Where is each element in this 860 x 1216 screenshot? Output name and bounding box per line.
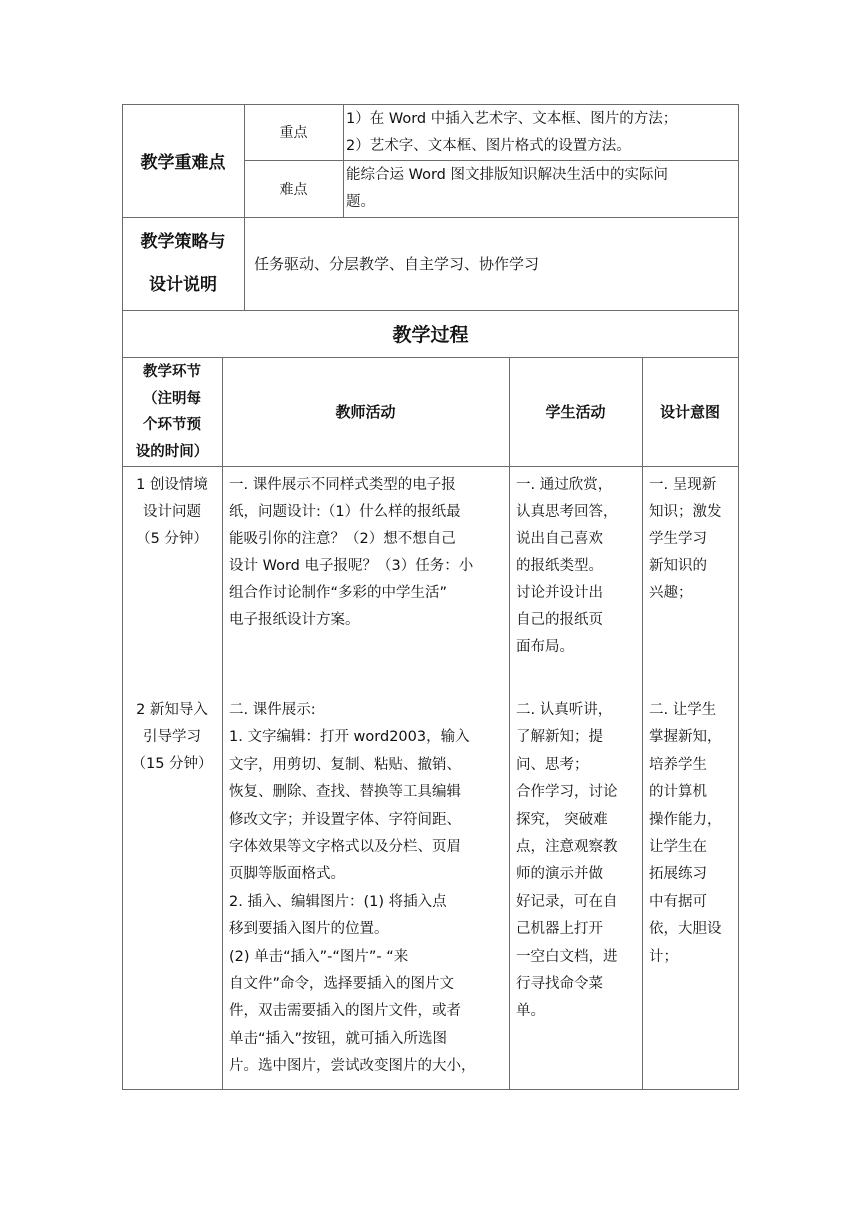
header-stage-line: 个环节预 bbox=[143, 417, 201, 433]
row1-intent-line: 一. 呈现新 bbox=[649, 477, 717, 493]
row2-student-line: 点，注意观察教 bbox=[516, 839, 618, 856]
row2-teacher-line: 二. 课件展示: bbox=[229, 702, 316, 718]
strategy-content: 任务驱动、分层教学、自主学习、协作学习 bbox=[254, 255, 540, 273]
row1-intent-line: 知识；激发 bbox=[649, 504, 722, 520]
row2-teacher bbox=[229, 697, 505, 1081]
row1-teacher-line: 设计 Word 电子报呢？（3）任务：小 bbox=[229, 558, 474, 574]
row2-teacher-line: 片。选中图片，尝试改变图片的大小， bbox=[229, 1058, 476, 1075]
row2-intent-line: 培养学生 bbox=[649, 756, 707, 773]
focus-label: 教学重难点 bbox=[140, 153, 226, 173]
row2-teacher-line: 页脚等版面格式。 bbox=[229, 866, 345, 883]
key-point-label: 重点 bbox=[279, 125, 308, 141]
row2-intent-line: 让学生在 bbox=[649, 839, 707, 856]
row1-teacher bbox=[229, 472, 505, 634]
row1-student-line: 说出自己喜欢 bbox=[516, 531, 603, 547]
row1-intent-line: 兴趣； bbox=[649, 585, 693, 601]
row2-student-line: 好记录，可在自 bbox=[516, 893, 618, 910]
strategy-label bbox=[122, 217, 244, 310]
row1-stage-line: （5 分钟） bbox=[136, 531, 208, 547]
row1-teacher-line: 一. 课件展示不同样式类型的电子报 bbox=[229, 477, 456, 493]
row1-teacher-line: 组合作讨论制作“多彩的中学生活” bbox=[229, 585, 448, 601]
row2-stage-line: 2 新知导入 bbox=[136, 702, 208, 718]
row1-intent-line: 新知识的 bbox=[649, 558, 707, 574]
row2-intent-line: 中有据可 bbox=[649, 893, 707, 910]
row2-stage bbox=[122, 697, 222, 778]
header-stage-line: （注明每 bbox=[143, 390, 201, 407]
row1-student-line: 的报纸类型。 bbox=[516, 558, 603, 574]
row2-stage-line: 引导学习 bbox=[143, 729, 201, 745]
difficult-point-content bbox=[346, 162, 736, 216]
row2-teacher-line: 单击“插入”按钮，就可插入所选图 bbox=[229, 1030, 448, 1047]
row2-teacher-line: 修改文字；并设置字体、字符间距、 bbox=[229, 811, 461, 828]
row2-intent-line: 操作能力， bbox=[649, 811, 722, 828]
header-intent: 设计意图 bbox=[659, 403, 720, 421]
row2-student-line: 二. 认真听讲， bbox=[516, 702, 613, 718]
row2-student-line: 合作学习，讨论 bbox=[516, 784, 618, 801]
row2-teacher-line: 1. 文字编辑：打开 word2003，输入 bbox=[229, 729, 470, 746]
row2-intent-line: 拓展练习 bbox=[649, 866, 707, 883]
row1-student-line: 自己的报纸页 bbox=[516, 612, 603, 628]
strategy-label-line2: 设计说明 bbox=[149, 275, 217, 295]
row1-student-line: 讨论并设计出 bbox=[516, 585, 603, 601]
key-point-content bbox=[346, 106, 736, 160]
row2-teacher-line: (2) 单击“插入”-“图片”- “来 bbox=[229, 948, 409, 965]
key-point-line: 2）艺术字、文本框、图片格式的设置方法。 bbox=[346, 138, 631, 154]
row1-student bbox=[516, 472, 638, 661]
row2-teacher-line: 件，双击需要插入的图片文件，或者 bbox=[229, 1003, 461, 1020]
header-teacher: 教师活动 bbox=[335, 403, 396, 421]
row2-student-line: 问、思考； bbox=[516, 756, 589, 773]
header-student: 学生活动 bbox=[545, 403, 606, 421]
row2-student-line: 了解新知；提 bbox=[516, 729, 603, 746]
row2-student-line: 行寻找命令菜 bbox=[516, 976, 603, 993]
row2-intent-line: 二. 让学生 bbox=[649, 702, 717, 718]
row2-student bbox=[516, 697, 638, 1026]
row2-student-line: 一空白文档，进 bbox=[516, 948, 618, 965]
row2-intent-line: 的计算机 bbox=[649, 784, 707, 801]
row2-teacher-line: 恢复、删除、查找、替换等工具编辑 bbox=[229, 784, 461, 801]
header-stage-line: 设的时间） bbox=[135, 443, 209, 460]
row1-teacher-line: 电子报纸设计方案。 bbox=[229, 612, 360, 628]
row2-teacher-line: 文字，用剪切、复制、粘贴、撤销、 bbox=[229, 756, 461, 773]
row2-teacher-line: 移到要插入图片的位置。 bbox=[229, 921, 389, 938]
row2-intent-line: 计； bbox=[649, 948, 678, 965]
row2-teacher-line: 自文件”命令，选择要插入的图片文 bbox=[229, 976, 455, 993]
row1-student-line: 面布局。 bbox=[516, 639, 574, 655]
row2-teacher-line: 字体效果等文字格式以及分栏、页眉 bbox=[229, 839, 461, 856]
strategy-label-line1: 教学策略与 bbox=[140, 232, 226, 252]
difficult-point-line: 题。 bbox=[346, 194, 375, 210]
row2-student-line: 单。 bbox=[516, 1003, 545, 1020]
row1-intent-line: 学生学习 bbox=[649, 531, 707, 547]
header-stage-line: 教学环节 bbox=[143, 364, 201, 380]
row1-stage-line: 设计问题 bbox=[143, 504, 201, 520]
difficult-point-line: 能综合运 Word 图文排版知识解决生活中的实际问 bbox=[346, 167, 668, 183]
row1-teacher-line: 纸，问题设计:（1）什么样的报纸最 bbox=[229, 504, 461, 520]
process-title: 教学过程 bbox=[392, 324, 469, 346]
row2-teacher-line: 2. 插入、编辑图片：(1) 将插入点 bbox=[229, 893, 447, 910]
row2-intent bbox=[649, 697, 735, 971]
row2-student-line: 己机器上打开 bbox=[516, 921, 603, 938]
difficult-point-label: 难点 bbox=[279, 181, 308, 198]
row1-teacher-line: 能吸引你的注意？（2）想不想自己 bbox=[229, 531, 456, 547]
header-stage bbox=[122, 359, 222, 465]
row1-intent bbox=[649, 472, 735, 607]
row2-intent-line: 依，大胆设 bbox=[649, 921, 722, 938]
key-point-line: 1）在 Word 中插入艺术字、文本框、图片的方法； bbox=[346, 111, 678, 127]
row1-student-line: 认真思考回答， bbox=[516, 504, 618, 520]
row1-stage-line: 1 创设情境 bbox=[136, 477, 208, 493]
row1-student-line: 一. 通过欣赏， bbox=[516, 477, 613, 493]
row1-stage bbox=[122, 472, 222, 553]
row2-student-line: 师的演示并做 bbox=[516, 866, 603, 883]
row2-intent-line: 掌握新知， bbox=[649, 729, 722, 746]
row2-student-line: 探究， 突破难 bbox=[516, 811, 608, 828]
row2-stage-line: （15 分钟） bbox=[131, 756, 213, 772]
